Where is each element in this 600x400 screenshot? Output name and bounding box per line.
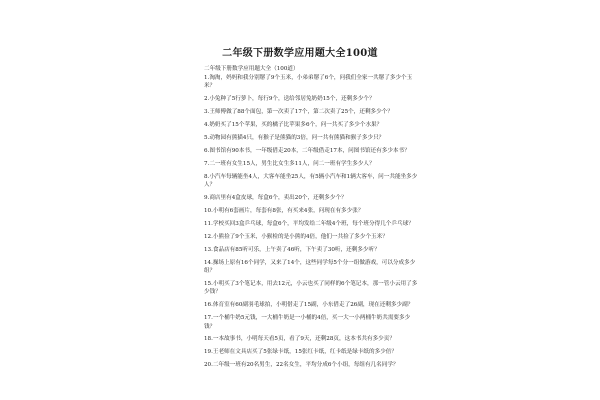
problem-list [204,74,420,374]
problem-item: 12.小熊捡了9个玉米，小猴检的是小熊的4倍，他们一共捡了多少个玉米？ [204,233,388,240]
problem-item: 18.一本故事书，小明每天看5页，看了9天，还剩28页，这本书共有多少页？ [204,336,395,343]
problem-item: 11.学校买回3盒乒乓球，每盒6个，平均发给二年级4个班，每个班分得几个乒乓球？ [204,220,414,227]
document-title: 二年级下册数学应用题大全100道 [222,48,378,59]
problem-item: 14.操场上原有16个同学，又来了14个，这些同学每5个分一组做游戏，可以分成多少组？ [204,259,416,274]
problem-item: 4.奶奶买了15个苹果，买的橘子比苹果多6个，问一共买了多少个水果？ [204,122,383,129]
problem-item: 1.淘淘，妈妈和我分别掰了9个玉米，小弟弟掰了6个，问我们全家一共掰了多少个玉米？ [204,75,413,90]
problem-item: 15.小明买了3个笔记本，用去12元，小云也买了同样的6个笔记本，那一管小云用了多少钱？ [204,280,418,296]
document-subtitle: 二年级下册数学应用题大全（100道） [204,66,299,72]
problem-item: 8.小汽车每辆能坐4人，大客车能坐25人，有5辆小汽车和1辆大客车，问一共能坐多少人？ [204,173,418,189]
problem-item: 5.动物园有熊猫4只，有猴子是熊猫的3倍，问一共有熊猫和猴子多少只？ [204,135,385,142]
problem-item: 16.体育室有60副羽毛球拍，小明借走了15副，小东借走了26副，现在还剩多少副？ [204,302,414,309]
problem-item: 20.二年级一班有20名男生，22名女生，平均分成6个小组，每组有几名同学？ [204,362,399,369]
problem-item: 19.王老师在文具店买了5张绿卡纸，15张红卡纸，红卡纸是绿卡纸的多少倍？ [204,349,397,356]
problem-item: 3.王师傅做了88个面包，第一次卖了17个，第二次卖了25个，还剩多少个？ [204,109,393,116]
problem-item: 17.一个桶牛奶5元钱，一大桶牛奶是一小桶的4倍，买一大一小两桶牛奶共需要多少钱？ [204,315,411,330]
problem-item: 9.商店里有4盒皮球，每盒6个，卖出20个，还剩多少个？ [204,195,347,202]
problem-item: 2.小兔种了5行萝卜，每行9个，送给邻居兔奶奶15个，还剩多少个？ [204,96,375,103]
problem-item: 13.食品店有85听可乐，上午卖了46听，下午卖了30听，还剩多少听？ [204,246,380,253]
problem-item: 7.二一班有女生15人，男生比女生多11人，问二一班有学生多少人？ [204,160,375,167]
problem-item: 6.图书馆有90本书，一年级借走20本，二年级借走17本，问图书馆还有多少本书？ [204,147,410,154]
problem-item: 10.小明有6套画片，每套有8张，有买来4张，问现在有多少张？ [204,207,364,214]
